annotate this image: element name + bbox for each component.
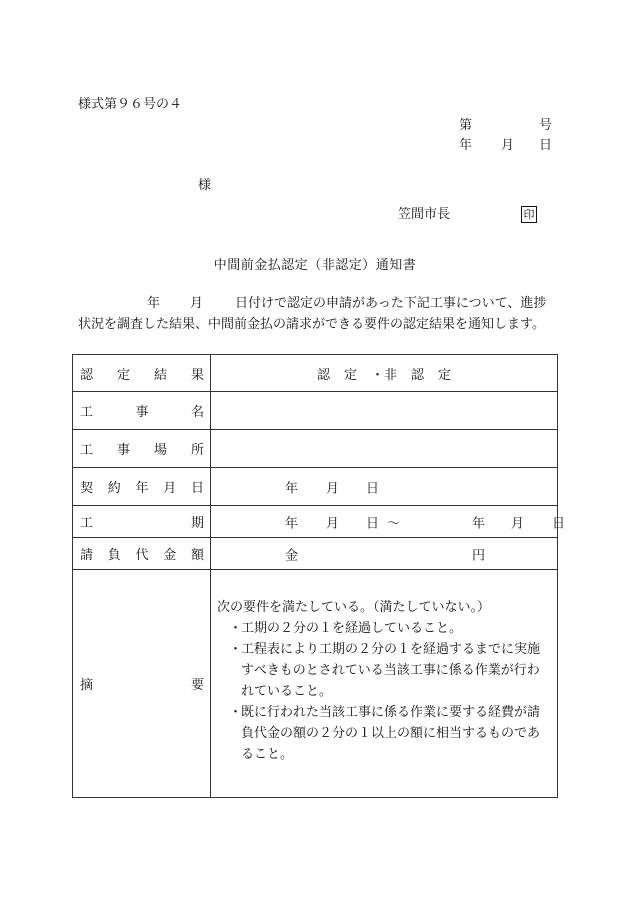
body-month: 月 [190,296,204,311]
period-end-year: 年 [472,516,486,531]
period-end-month: 月 [511,516,525,531]
label-site: 工 事 場 所 [73,430,211,468]
amount-yen: 円 [472,548,486,563]
amount-kin: 金 [285,548,299,563]
amount-value [211,538,558,570]
table-row-period [73,506,558,538]
issue-date-year: 年 [459,138,473,153]
document-number-suffix: 号 [539,118,553,133]
body-text-1: 日付けで認定の申請があった下記工事について、進捗 [235,296,547,311]
seal-mark: 印 [521,206,537,223]
summary-item: ・ 工程表により工期の２分の１を経過するまでに実施すべきものとされている当該工事に係る作業が行われていること。 [229,642,541,699]
table-row-summary [73,570,558,798]
summary-item: ・ 既に行われた当該工事に係る作業に要する経費が請負代金の額の２分の１以上の額に相当するものであること。 [229,705,541,762]
contract-year: 年 [285,481,299,496]
label-summary: 摘 要 [73,570,211,798]
table-row-contract-date [73,468,558,506]
issue-date-day: 日 [539,138,553,153]
project-name-value [211,392,558,430]
period-value [211,506,566,538]
label-project-name: 工 事 名 [73,392,211,430]
label-contract-date: 契 約 年 月 日 [73,468,211,506]
contract-day: 日 [366,481,380,496]
period-tilde: ～ [387,516,401,531]
body-line-2: 状況を調査した結果、中間前金払の請求ができる要件の認定結果を通知します。 [78,317,545,332]
document-number-prefix: 第 [459,118,473,133]
period-start-day: 日 [366,516,380,531]
period-start-year: 年 [285,516,299,531]
body-line-1 [147,296,546,312]
result-value: 認 定 ・非 認 定 [211,355,558,392]
issue-date-month: 月 [501,138,515,153]
summary-value [211,570,558,798]
label-amount: 請 負 代 金 額 [73,538,211,570]
table-row-result [73,355,558,392]
form-number: 様式第９６号の４ [78,97,183,112]
label-result: 認 定 結 果 [73,355,211,392]
addressee-honorific: 様 [198,178,212,193]
period-start-month: 月 [326,516,340,531]
summary-item: ・ 工期の２分の１を経過していること。 [229,621,463,636]
table-row-site [73,430,558,468]
table-row-project-name [73,392,558,430]
label-period: 工 期 [73,506,211,538]
site-value [211,430,558,468]
document-title: 中間前金払認定（非認定）通知書 [213,258,417,273]
notice-table [72,354,566,798]
body-year: 年 [147,296,161,311]
period-end-day: 日 [552,516,566,531]
summary-lead: 次の要件を満たしている。（満たしていない。） [217,600,491,615]
issuer-name: 笠間市長 [398,207,451,222]
contract-date-value [211,468,558,506]
table-row-amount [73,538,558,570]
contract-month: 月 [326,481,340,496]
